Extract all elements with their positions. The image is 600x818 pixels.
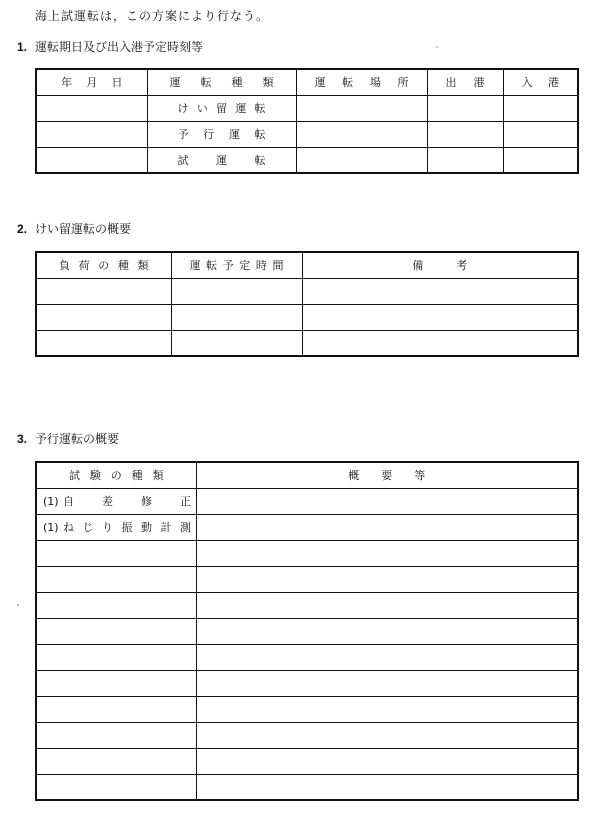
col-operation-place: 運転場所 [296,69,427,95]
operation-type-cell: けい留運転 [147,95,296,121]
summary-cell[interactable] [196,488,578,514]
operation-type-cell: 試 運 転 [147,147,296,173]
place-cell[interactable] [296,95,427,121]
col-departure: 出港 [427,69,503,95]
rehearsal-header-row [36,462,578,488]
date-cell[interactable] [36,121,147,147]
col-date: 年 月 日 [36,69,147,95]
section1-number: 1. [17,40,28,54]
section1-heading [17,38,203,55]
test-type-cell[interactable] [36,670,196,696]
remarks-cell[interactable] [302,304,578,330]
arrival-cell[interactable] [503,121,578,147]
mooring-row [36,304,578,330]
departure-cell[interactable] [427,121,503,147]
col-arrival: 入港 [503,69,578,95]
departure-cell[interactable] [427,95,503,121]
date-cell[interactable] [36,95,147,121]
test-type-cell [36,488,196,514]
summary-cell[interactable] [196,774,578,800]
rehearsal-row [36,722,578,748]
summary-cell[interactable] [196,618,578,644]
item-text: ねじり振動計測 [63,521,191,534]
item-marker: (1) [43,521,59,534]
col-remarks: 備 考 [302,252,578,278]
scan-speck [17,604,19,606]
summary-cell[interactable] [196,748,578,774]
schedule-table [35,68,579,174]
rehearsal-row [36,566,578,592]
arrival-cell[interactable] [503,95,578,121]
load-cell[interactable] [36,278,171,304]
schedule-row [36,147,578,173]
rehearsal-row [36,540,578,566]
rehearsal-row [36,488,578,514]
summary-cell[interactable] [196,670,578,696]
summary-cell[interactable] [196,722,578,748]
test-type-cell[interactable] [36,592,196,618]
time-cell[interactable] [171,278,302,304]
schedule-header-row [36,69,578,95]
intro-text: 海上試運転は，この方案により行なう。 [35,9,270,23]
col-summary: 概 要 等 [196,462,578,488]
item-text: 自差修正 [63,495,191,508]
load-cell[interactable] [36,330,171,356]
summary-cell[interactable] [196,696,578,722]
rehearsal-table [35,461,579,801]
summary-cell[interactable] [196,644,578,670]
arrival-cell[interactable] [503,147,578,173]
test-type-cell[interactable] [36,696,196,722]
col-load-type: 負荷の種類 [36,252,171,278]
rehearsal-row [36,748,578,774]
schedule-row [36,95,578,121]
remarks-cell[interactable] [302,330,578,356]
section2-heading [17,220,131,237]
rehearsal-row [36,644,578,670]
rehearsal-row [36,670,578,696]
col-test-type: 試験の種類 [36,462,196,488]
test-type-cell[interactable] [36,748,196,774]
schedule-row [36,121,578,147]
test-type-cell[interactable] [36,618,196,644]
scan-speck [436,46,438,48]
load-cell[interactable] [36,304,171,330]
time-cell[interactable] [171,330,302,356]
summary-cell[interactable] [196,592,578,618]
summary-cell[interactable] [196,540,578,566]
test-type-cell[interactable] [36,540,196,566]
section2-number: 2. [17,222,28,236]
rehearsal-row [36,514,578,540]
col-planned-time: 運転予定時間 [171,252,302,278]
test-type-cell[interactable] [36,644,196,670]
section2-title: けい留運転の概要 [35,222,132,236]
mooring-table [35,251,579,357]
place-cell[interactable] [296,121,427,147]
place-cell[interactable] [296,147,427,173]
rehearsal-row [36,592,578,618]
summary-cell[interactable] [196,514,578,540]
mooring-header-row [36,252,578,278]
operation-type-cell: 予行運転 [147,121,296,147]
departure-cell[interactable] [427,147,503,173]
time-cell[interactable] [171,304,302,330]
section3-heading [17,430,119,447]
test-type-cell[interactable] [36,722,196,748]
item-marker: (1) [43,495,59,508]
section1-title: 運転期日及び出入港予定時刻等 [35,40,204,54]
section3-title: 予行運転の概要 [35,432,120,446]
section3-number: 3. [17,432,28,446]
remarks-cell[interactable] [302,278,578,304]
date-cell[interactable] [36,147,147,173]
test-type-cell [36,514,196,540]
rehearsal-row [36,774,578,800]
col-operation-type: 運転種類 [147,69,296,95]
test-type-cell[interactable] [36,566,196,592]
test-type-cell[interactable] [36,774,196,800]
rehearsal-row [36,696,578,722]
mooring-row [36,330,578,356]
mooring-row [36,278,578,304]
summary-cell[interactable] [196,566,578,592]
rehearsal-row [36,618,578,644]
